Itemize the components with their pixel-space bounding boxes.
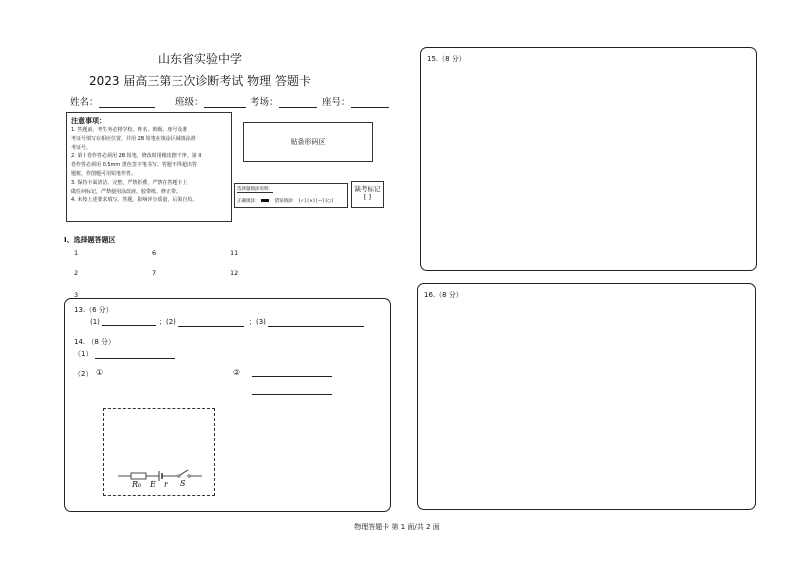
school-name: 山东省实验中学 (157, 52, 242, 66)
fill-correct-label: 正确填涂： (237, 199, 260, 204)
notice-item: 考证号填写在相应位置，并用 2B 铅笔在填涂区域填涂准 (71, 135, 196, 142)
q14-answer-line-1[interactable] (252, 376, 332, 377)
q14-part1-label: （1） (74, 350, 93, 358)
q16-label: 16.（8 分） (424, 291, 463, 299)
fill-example-box (234, 183, 348, 208)
room-label: 考场： (250, 97, 279, 108)
room-field[interactable] (250, 94, 317, 108)
notice-box (66, 112, 232, 222)
notice-item: 1. 答题前，考生务必将学校、姓名、班级、座号及准 (71, 127, 188, 133)
absent-label: 缺考标记 (354, 185, 381, 193)
name-label: 姓名： (70, 97, 99, 108)
s-label: S (180, 479, 186, 488)
fill-example-title: 选择题填涂说明： (237, 187, 273, 192)
resistor-icon (131, 473, 146, 479)
notice-item: 卷作答必须用 0.5mm 黑色签字笔书写。答题不得超出答 (71, 162, 197, 169)
answer-box-q15[interactable] (420, 47, 757, 271)
fill-wrong-marks: [✓] [×] [—] [○] (298, 199, 333, 204)
e-label: E (150, 480, 156, 489)
seat-field[interactable] (322, 94, 389, 108)
answer-box-q16[interactable] (417, 283, 756, 510)
q14-answer-line-2[interactable] (252, 394, 332, 395)
r0-label: R₀ (132, 480, 142, 489)
choice-number: 7 (152, 269, 157, 277)
q13-label: 13.（6 分） (74, 306, 113, 314)
q14-circle-1: ① (96, 368, 104, 377)
absent-checkbox[interactable]: [ ] (363, 193, 372, 201)
notice-item: 题框，作图题可用铅笔作答。 (71, 170, 137, 177)
notice-item: 考证号。 (71, 144, 92, 151)
page-footer: 物理答题卡 第 1 面/共 2 面 (354, 523, 440, 531)
q13-blank-1[interactable] (90, 317, 156, 326)
q15-label: 15.（8 分） (427, 55, 466, 63)
q13-blank-2[interactable] (159, 317, 244, 327)
q14-label: 14. （8 分） (74, 338, 116, 346)
q13-blank2-label: ；(2) (159, 318, 176, 326)
choice-number: 11 (230, 249, 239, 257)
notice-item: 3. 保持卡面清洁、完整，严禁折叠，严禁在答题卡上 (71, 179, 188, 186)
q13-blank-3[interactable] (249, 317, 364, 327)
class-field[interactable] (175, 94, 246, 108)
filled-mark-icon (261, 199, 269, 202)
notice-title: 注意事项： (71, 117, 106, 125)
r-label: r (164, 480, 168, 489)
seat-label: 座号： (322, 97, 351, 108)
absent-mark-box[interactable] (351, 181, 384, 208)
choice-number: 6 (152, 249, 157, 257)
q13-blank1-label: (1) (90, 318, 100, 326)
class-label: 班级： (175, 97, 204, 108)
q14-part1[interactable] (74, 349, 175, 359)
circuit-drawing-area[interactable] (103, 408, 215, 496)
choice-number: 12 (230, 269, 239, 277)
notice-item: 2. 第 I 卷作答必须用 2B 铅笔，修改时用橡皮擦干净。第 II (71, 153, 202, 160)
answer-box-q13-q14[interactable] (64, 298, 391, 512)
notice-item: 4. 未按上述要求填写、答题，影响评分质量，后果自负。 (71, 197, 198, 204)
name-field[interactable] (70, 94, 155, 108)
barcode-label: 贴条形码区 (290, 138, 326, 146)
q14-circle-2: ② (233, 368, 241, 377)
choice-section-title: I、选择题答题区 (64, 236, 116, 244)
q14-part2-label: （2） (74, 370, 93, 378)
choice-number: 3 (74, 291, 79, 299)
notice-item: 做任何标记，严禁使用涂改液、胶带纸、修正带。 (71, 188, 182, 195)
choice-number: 2 (74, 269, 79, 277)
choice-number: 1 (74, 249, 79, 257)
fill-wrong-label: 错误填涂： (274, 199, 298, 204)
switch-icon (178, 475, 180, 477)
circuit-diagram (104, 409, 214, 495)
exam-title: 2023 届高三第三次诊断考试 物理 答题卡 (89, 74, 311, 88)
q13-blank3-label: ；(3) (249, 318, 266, 326)
barcode-area (243, 122, 373, 162)
